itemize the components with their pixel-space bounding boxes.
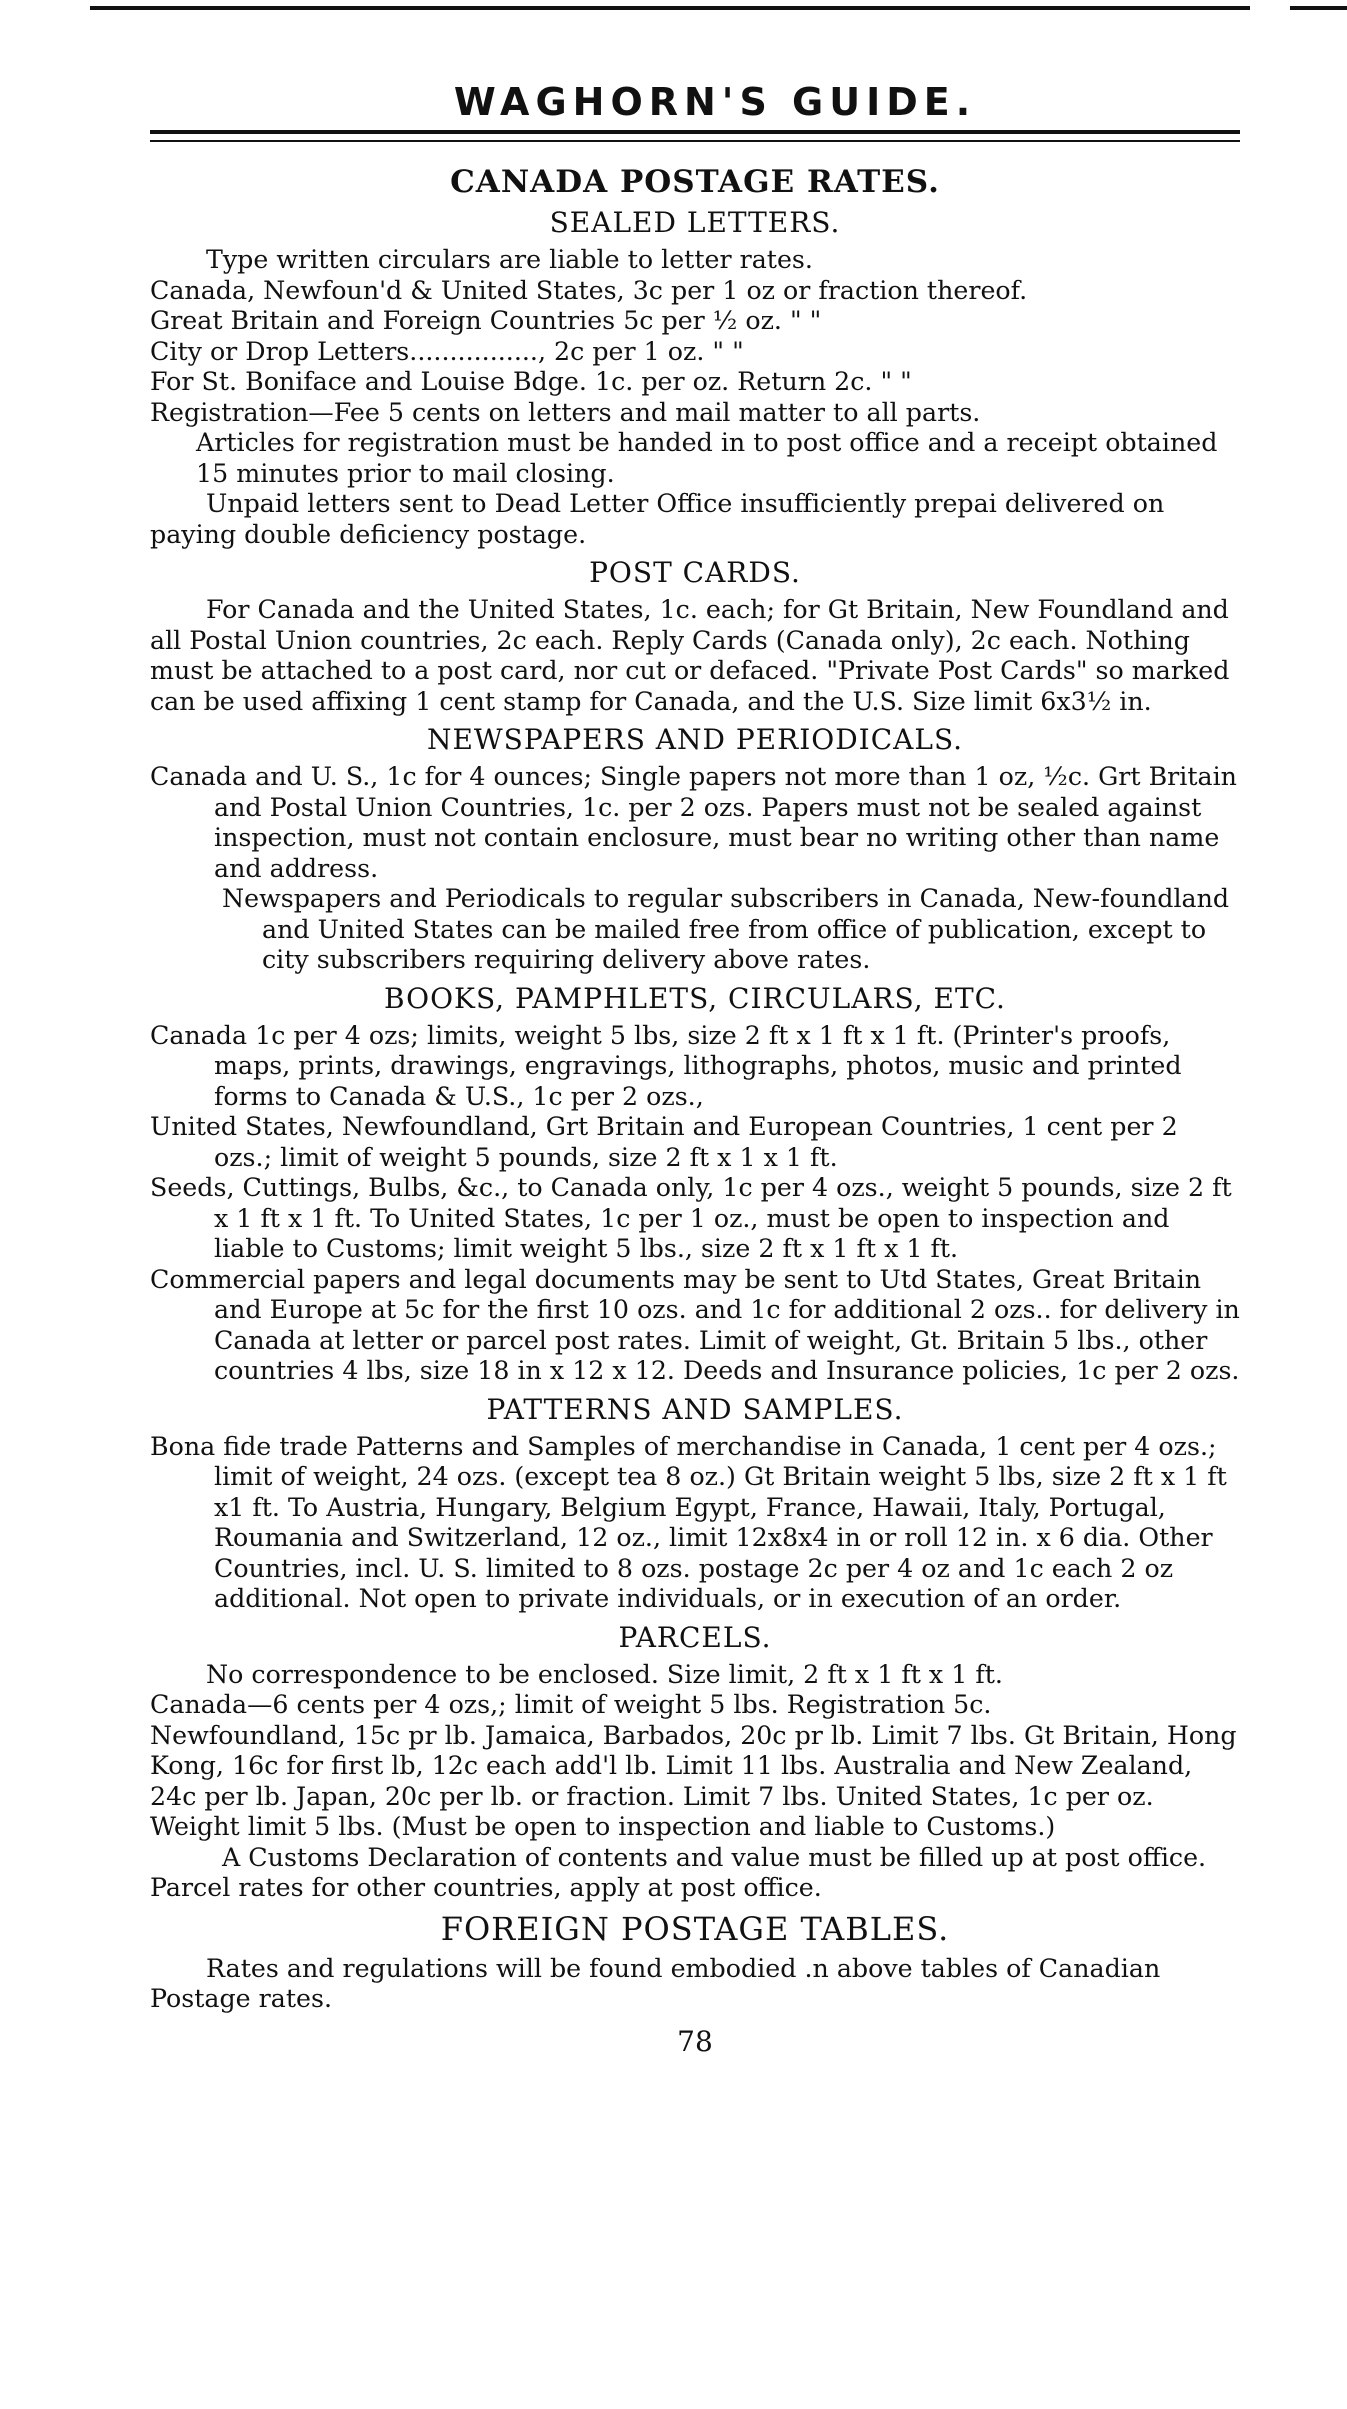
top-border-rule-fragment [1290,6,1347,10]
section-title-foreign: FOREIGN POSTAGE TABLES. [440,1909,950,1948]
section-title-books: BOOKS, PAMPHLETS, CIRCULARS, ETC. [384,981,1006,1015]
section-title-patterns: PATTERNS AND SAMPLES. [486,1392,904,1426]
running-title: WAGHORN'S GUIDE. [453,80,977,124]
sealed-line-7: Articles for registration must be handed in to post office and a receipt obtained 15 minutes prior to mail closing. [196,428,1218,488]
sealed-line-1: Type written circulars are liable to letter rates. [206,245,813,274]
parcels-line-1: No correspondence to be enclosed. Size limit, 2 ft x 1 ft x 1 ft. [206,1659,1003,1689]
main-heading: CANADA POSTAGE RATES. [450,164,940,200]
parcels-line-2: Canada—6 cents per 4 ozs,; limit of weight 5 lbs. Registration 5c. [150,1690,992,1719]
books-paragraph-3: Seeds, Cuttings, Bulbs, &c., to Canada only, 1c per 4 ozs., weight 5 pounds, size 2 ft x 1 ft x 1 ft. To United States, 1c per 1 oz., must be open to inspection and liable to Customs; limit weight 5 lbs., size 2 ft x 1 ft x 1 ft. [150,1173,1232,1263]
section-title-newspapers: NEWSPAPERS AND PERIODICALS. [426,723,964,756]
parcels-line-3: Newfoundland, 15c pr lb. Jamaica, Barbados, 20c pr lb. Limit 7 lbs. Gt Britain, Hong Kong, 16c for first lb, 12c each add'l lb. Limit 11 lbs. Australia and New Zealand, 24c per lb. Japan, 20c per lb. or fraction. Limit 7 lbs. United States, 1c per oz. Weight limit 5 lbs. (Must be open to inspection and liable to Customs.) [150,1720,1237,1841]
parcels-line-4: A Customs Declaration of contents and value must be filled up at post office. [222,1842,1207,1872]
section-title-post-cards: POST CARDS. [589,556,801,589]
patterns-paragraph: Bona fide trade Patterns and Samples of merchandise in Canada, 1 cent per 4 ozs.; limit of weight, 24 ozs. (except tea 8 oz.) Gt Britain weight 5 lbs, size 2 ft x 1 ft x1 ft. To Austria, Hungary, Belgium Egypt, France, Hawaii, Italy, Portugal, Roumania and Switzerland, 12 oz., limit 12x8x4 in or roll 12 in. x 6 dia. Other Countries, incl. U. S. limited to 8 ozs. postage 2c per 4 oz and 1c each 2 oz additional. Not open to private individuals, or in execution of an order. [150,1431,1227,1613]
sealed-line-4: City or Drop Letters................, 2c per 1 oz. " " [150,336,744,366]
sealed-line-6: Registration—Fee 5 cents on letters and mail matter to all parts. [150,397,981,427]
sealed-line-5: For St. Boniface and Louise Bdge. 1c. per oz. Return 2c. " " [150,367,912,396]
title-rule-thin [150,140,1240,142]
books-paragraph-2: United States, Newfoundland, Grt Britain and European Countries, 1 cent per 2 ozs.; limit of weight 5 pounds, size 2 ft x 1 x 1 ft. [150,1112,1178,1172]
sealed-line-8: Unpaid letters sent to Dead Letter Office insufficiently prepai delivered on paying double deficiency postage. [150,489,1165,549]
sealed-line-2: Canada, Newfoun'd & United States, 3c per 1 oz or fraction thereof. [150,275,1028,305]
post-cards-text: For Canada and the United States, 1c. each; for Gt Britain, New Foundland and all Postal Union countries, 2c each. Reply Cards (Canada only), 2c each. Nothing must be attached to a post card, nor cut or defaced. "Private Post Cards" so marked can be used affixing 1 cent stamp for Canada, and the U.S. Size limit 6x3½ in. [150,595,1230,716]
page-number: 78 [677,2024,713,2058]
foreign-text: Rates and regulations will be found embodied .n above tables of Canadian Postage rates. [150,1953,1161,2013]
section-title-sealed-letters: SEALED LETTERS. [549,206,841,239]
section-title-parcels: PARCELS. [618,1620,772,1654]
sealed-line-3: Great Britain and Foreign Countries 5c per ½ oz. " " [150,306,822,335]
top-border-rule [90,6,1250,10]
newspapers-paragraph-2: Newspapers and Periodicals to regular subscribers in Canada, New-foundland and United States can be mailed free from office of publication, except to city subscribers requiring delivery above rates. [222,884,1230,974]
title-rule-thick [150,130,1240,134]
books-paragraph-1: Canada 1c per 4 ozs; limits, weight 5 lbs, size 2 ft x 1 ft x 1 ft. (Printer's proofs, maps, prints, drawings, engravings, lithographs, photos, music and printed forms to Canada & U.S., 1c per 2 ozs., [150,1020,1182,1111]
newspapers-paragraph-1: Canada and U. S., 1c for 4 ounces; Single papers not more than 1 oz, ½c. Grt Britain and Postal Union Countries, 1c. per 2 ozs. Papers must not be sealed against inspection, must not contain enclosure, must bear no writing other than name and address. [150,762,1237,883]
document-page [150,60,1240,2058]
parcels-line-5: Parcel rates for other countries, apply at post office. [150,1873,822,1902]
books-paragraph-4: Commercial papers and legal documents may be sent to Utd States, Great Britain and Europe at 5c for the first 10 ozs. and 1c for additional 2 ozs.. for delivery in Canada at letter or parcel post rates. Limit of weight, Gt. Britain 5 lbs., other countries 4 lbs, size 18 in x 12 x 12. Deeds and Insurance policies, 1c per 2 ozs. [150,1264,1240,1385]
